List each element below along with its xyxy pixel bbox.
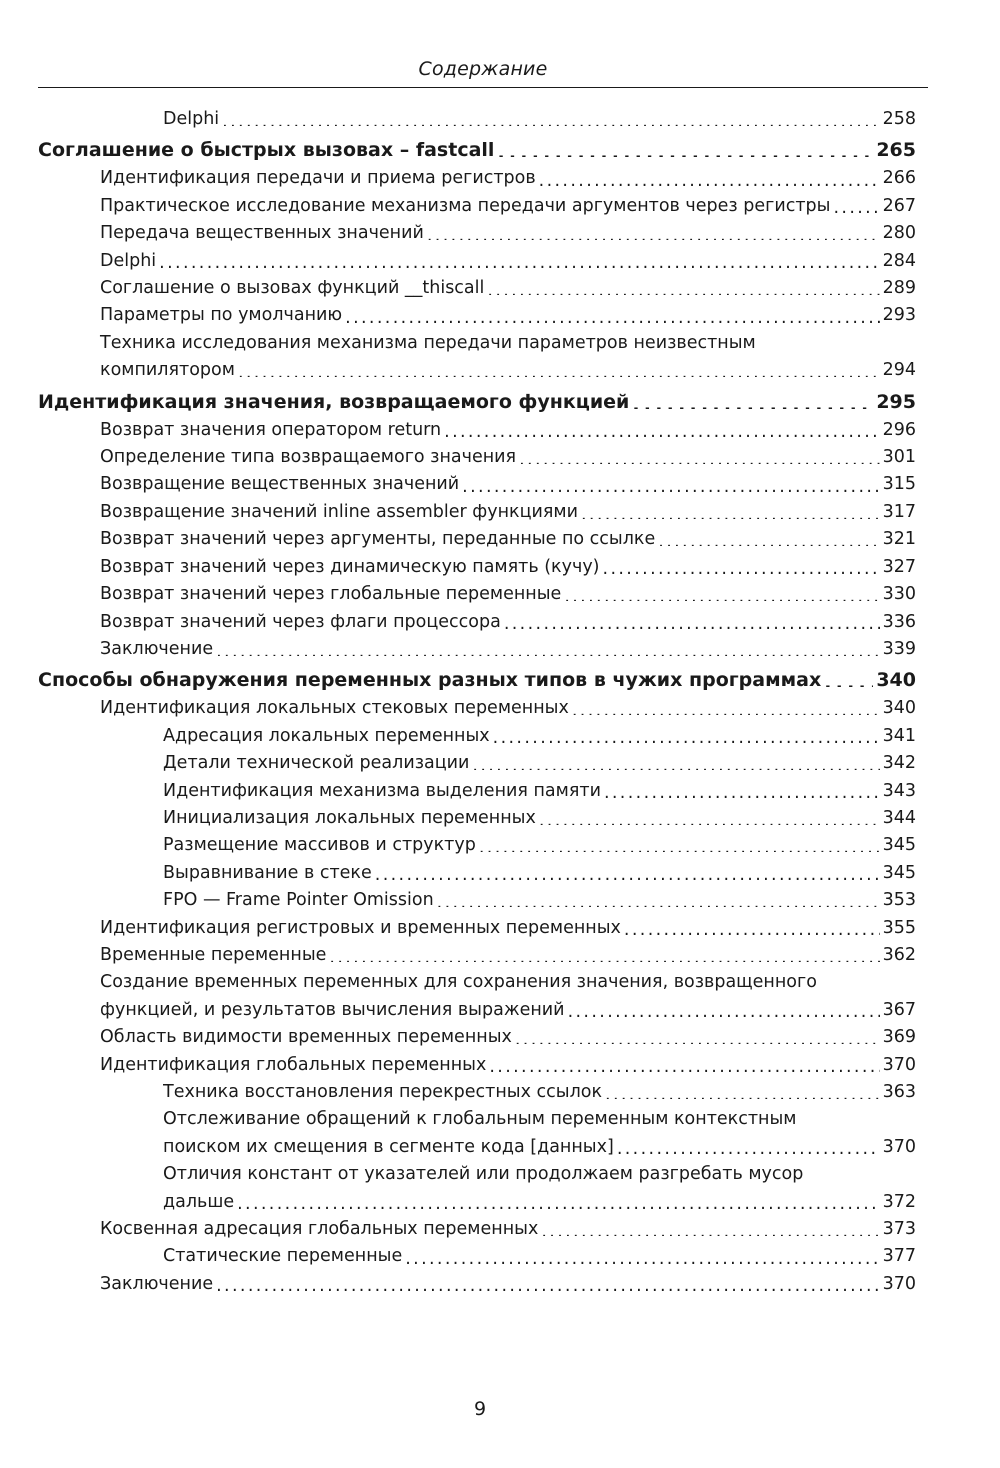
toc-entry-page: 327 bbox=[880, 554, 916, 581]
toc-entry-page: 340 bbox=[873, 665, 916, 695]
toc-entry-page: 340 bbox=[880, 695, 916, 722]
toc-entry-page: 339 bbox=[880, 636, 916, 663]
dot-leader bbox=[504, 611, 880, 629]
toc-entry bbox=[163, 106, 918, 133]
toc-entry-title: Косвенная адресация глобальных переменных bbox=[100, 1216, 541, 1243]
toc-entry-title: Delphi bbox=[163, 106, 222, 133]
dot-leader bbox=[375, 862, 880, 880]
dot-leader bbox=[216, 1273, 879, 1291]
toc-entry-page: 265 bbox=[873, 135, 916, 165]
toc-entry-title: Возврат значений через аргументы, переданные по ссылке bbox=[100, 526, 658, 553]
toc-entry-title-line: Отличия констант от указателей или продолжаем разгребать мусор bbox=[163, 1164, 804, 1185]
toc-entry-page: 363 bbox=[880, 1079, 916, 1106]
toc-entry-title: Инициализация локальных переменных bbox=[163, 805, 539, 832]
header-rule bbox=[38, 87, 928, 88]
toc-entry-title: Практическое исследование механизма передачи аргументов через регистры bbox=[100, 193, 833, 220]
dot-leader bbox=[605, 1082, 880, 1100]
toc-entry-page: 295 bbox=[873, 387, 916, 417]
toc-entry-title: Определение типа возвращаемого значения bbox=[100, 444, 519, 471]
toc-entry bbox=[163, 1079, 918, 1106]
toc-entry bbox=[100, 1216, 918, 1243]
toc-entry-title-line: Отслеживание обращений к глобальным переменным контекстным bbox=[163, 1109, 797, 1130]
toc-chapter bbox=[38, 665, 918, 695]
toc-entry-page: 301 bbox=[880, 444, 916, 471]
toc-entry-page: 367 bbox=[880, 997, 916, 1024]
toc-entry-page: 267 bbox=[880, 193, 916, 220]
dot-leader bbox=[564, 584, 879, 602]
toc-entry-title: Соглашение о быстрых вызовах – fastcall bbox=[38, 135, 497, 165]
toc-entry bbox=[100, 1271, 918, 1298]
toc-entry-page: 258 bbox=[880, 106, 916, 133]
dot-leader bbox=[216, 639, 879, 657]
toc-entry-title: Возврат значений через динамическую память (кучу) bbox=[100, 554, 603, 581]
dot-leader bbox=[329, 945, 879, 963]
toc-entry-page: 336 bbox=[880, 609, 916, 636]
toc-entry-title: Возвращение значений inline assembler функциями bbox=[100, 499, 581, 526]
toc-entry-title: FPO — Frame Pointer Omission bbox=[163, 887, 437, 914]
toc-entry-page: 377 bbox=[880, 1243, 916, 1270]
toc-entry bbox=[100, 942, 918, 969]
toc-entry bbox=[100, 526, 918, 553]
toc-entry-title: функцией, и результатов вычисления выражений bbox=[100, 997, 568, 1024]
dot-leader bbox=[238, 360, 880, 378]
toc-entry bbox=[100, 695, 918, 722]
toc-entry-title: поиском их смещения в сегменте кода [данных] bbox=[163, 1134, 617, 1161]
table-of-contents bbox=[0, 106, 1000, 1298]
toc-entry bbox=[100, 1024, 918, 1051]
toc-entry bbox=[100, 636, 918, 663]
toc-entry bbox=[100, 330, 918, 385]
toc-entry-title: Детали технической реализации bbox=[163, 750, 472, 777]
dot-leader bbox=[493, 725, 880, 743]
toc-entry bbox=[163, 723, 918, 750]
toc-entry bbox=[163, 832, 918, 859]
toc-entry-page: 370 bbox=[880, 1134, 916, 1161]
toc-entry bbox=[100, 302, 918, 329]
toc-entry-page: 355 bbox=[880, 915, 916, 942]
running-header: Содержание bbox=[418, 58, 548, 80]
toc-entry bbox=[100, 220, 918, 247]
dot-leader bbox=[497, 138, 873, 157]
toc-entry-title: Параметры по умолчанию bbox=[100, 302, 345, 329]
toc-entry-page: 284 bbox=[880, 248, 916, 275]
dot-leader bbox=[479, 835, 880, 853]
dot-leader bbox=[427, 223, 880, 241]
toc-entry-page: 372 bbox=[880, 1189, 916, 1216]
toc-entry-title: Соглашение о вызовах функций __thiscall bbox=[100, 275, 487, 302]
toc-entry bbox=[163, 860, 918, 887]
toc-entry-page: 280 bbox=[880, 220, 916, 247]
toc-entry-page: 362 bbox=[880, 942, 916, 969]
toc-entry-page: 294 bbox=[880, 357, 916, 384]
toc-entry-page: 321 bbox=[880, 526, 916, 553]
toc-entry-page: 296 bbox=[880, 417, 916, 444]
toc-entry bbox=[100, 165, 918, 192]
toc-entry-page: 343 bbox=[880, 778, 916, 805]
dot-leader bbox=[572, 698, 880, 716]
dot-leader bbox=[237, 1191, 879, 1209]
toc-entry-page: 342 bbox=[880, 750, 916, 777]
toc-entry-title: Идентификация локальных стековых переменных bbox=[100, 695, 572, 722]
toc-entry bbox=[100, 444, 918, 471]
toc-entry-title: Идентификация регистровых и временных переменных bbox=[100, 915, 624, 942]
toc-entry bbox=[100, 554, 918, 581]
dot-leader bbox=[462, 474, 879, 492]
dot-leader bbox=[568, 999, 880, 1017]
toc-entry bbox=[100, 275, 918, 302]
toc-entry-title-line: Создание временных переменных для сохранения значения, возвращенного bbox=[100, 972, 817, 993]
dot-leader bbox=[515, 1027, 880, 1045]
toc-entry-page: 293 bbox=[880, 302, 916, 329]
toc-entry-page: 289 bbox=[880, 275, 916, 302]
dot-leader bbox=[405, 1246, 879, 1264]
toc-entry-title: Идентификация глобальных переменных bbox=[100, 1052, 489, 1079]
toc-entry bbox=[163, 805, 918, 832]
toc-entry-title: Идентификация значения, возвращаемого функцией bbox=[38, 387, 632, 417]
toc-entry-page: 353 bbox=[880, 887, 916, 914]
toc-entry bbox=[100, 248, 918, 275]
dot-leader bbox=[159, 250, 879, 268]
dot-leader bbox=[617, 1136, 880, 1154]
dot-leader bbox=[603, 556, 880, 574]
toc-entry-title: дальше bbox=[163, 1189, 237, 1216]
dot-leader bbox=[345, 305, 879, 323]
dot-leader bbox=[539, 168, 880, 186]
toc-entry bbox=[100, 499, 918, 526]
toc-entry-title: Размещение массивов и структур bbox=[163, 832, 479, 859]
toc-entry-title: Техника восстановления перекрестных ссылок bbox=[163, 1079, 605, 1106]
dot-leader bbox=[541, 1219, 879, 1237]
toc-entry bbox=[163, 1161, 918, 1216]
dot-leader bbox=[444, 419, 879, 437]
toc-entry bbox=[163, 750, 918, 777]
dot-leader bbox=[581, 502, 880, 520]
toc-entry bbox=[100, 471, 918, 498]
dot-leader bbox=[222, 109, 879, 127]
toc-entry bbox=[100, 193, 918, 220]
toc-entry-page: 330 bbox=[880, 581, 916, 608]
toc-entry bbox=[163, 1106, 918, 1161]
toc-entry-page: 369 bbox=[880, 1024, 916, 1051]
toc-entry-title: Возврат значений через флаги процессора bbox=[100, 609, 504, 636]
toc-entry-page: 317 bbox=[880, 499, 916, 526]
toc-entry-page: 373 bbox=[880, 1216, 916, 1243]
toc-entry bbox=[100, 417, 918, 444]
toc-entry-page: 345 bbox=[880, 832, 916, 859]
dot-leader bbox=[472, 753, 879, 771]
toc-entry-page: 370 bbox=[880, 1052, 916, 1079]
toc-entry-page: 315 bbox=[880, 471, 916, 498]
page-number: 9 bbox=[473, 1398, 487, 1420]
toc-chapter bbox=[38, 135, 918, 165]
toc-entry bbox=[100, 915, 918, 942]
dot-leader bbox=[604, 780, 880, 798]
toc-entry-title: Заключение bbox=[100, 1271, 216, 1298]
dot-leader bbox=[539, 808, 880, 826]
toc-entry-page: 345 bbox=[880, 860, 916, 887]
toc-entry-page: 266 bbox=[880, 165, 916, 192]
dot-leader bbox=[489, 1054, 879, 1072]
toc-chapter bbox=[38, 387, 918, 417]
toc-entry-title-line: Техника исследования механизма передачи параметров неизвестным bbox=[100, 332, 756, 353]
toc-entry-title: Способы обнаружения переменных разных типов в чужих программах bbox=[38, 665, 824, 695]
dot-leader bbox=[487, 278, 879, 296]
toc-entry-title: Возврат значения оператором return bbox=[100, 417, 444, 444]
dot-leader bbox=[658, 529, 879, 547]
toc-entry-title: Идентификация механизма выделения памяти bbox=[163, 778, 604, 805]
toc-entry bbox=[100, 1052, 918, 1079]
dot-leader bbox=[519, 447, 880, 465]
dot-leader bbox=[824, 668, 873, 687]
toc-entry-page: 370 bbox=[880, 1271, 916, 1298]
toc-entry bbox=[100, 609, 918, 636]
dot-leader bbox=[833, 195, 879, 213]
toc-entry bbox=[163, 778, 918, 805]
toc-entry-title: Возвращение вещественных значений bbox=[100, 471, 462, 498]
toc-entry-title: Статические переменные bbox=[163, 1243, 405, 1270]
toc-entry bbox=[100, 581, 918, 608]
toc-entry-page: 344 bbox=[880, 805, 916, 832]
toc-entry bbox=[163, 1243, 918, 1270]
toc-entry-title: Временные переменные bbox=[100, 942, 329, 969]
toc-entry-title: Выравнивание в стеке bbox=[163, 860, 375, 887]
dot-leader bbox=[437, 890, 880, 908]
toc-entry-title: Delphi bbox=[100, 248, 159, 275]
toc-entry-title: Возврат значений через глобальные переменные bbox=[100, 581, 564, 608]
dot-leader bbox=[624, 917, 880, 935]
toc-entry-title: Область видимости временных переменных bbox=[100, 1024, 515, 1051]
toc-entry-title: Заключение bbox=[100, 636, 216, 663]
toc-entry bbox=[100, 969, 918, 1024]
toc-entry-title: Идентификация передачи и приема регистров bbox=[100, 165, 539, 192]
toc-entry-title: компилятором bbox=[100, 357, 238, 384]
toc-entry-title: Адресация локальных переменных bbox=[163, 723, 493, 750]
dot-leader bbox=[632, 390, 873, 409]
toc-entry bbox=[163, 887, 918, 914]
toc-entry-title: Передача вещественных значений bbox=[100, 220, 427, 247]
toc-entry-page: 341 bbox=[880, 723, 916, 750]
